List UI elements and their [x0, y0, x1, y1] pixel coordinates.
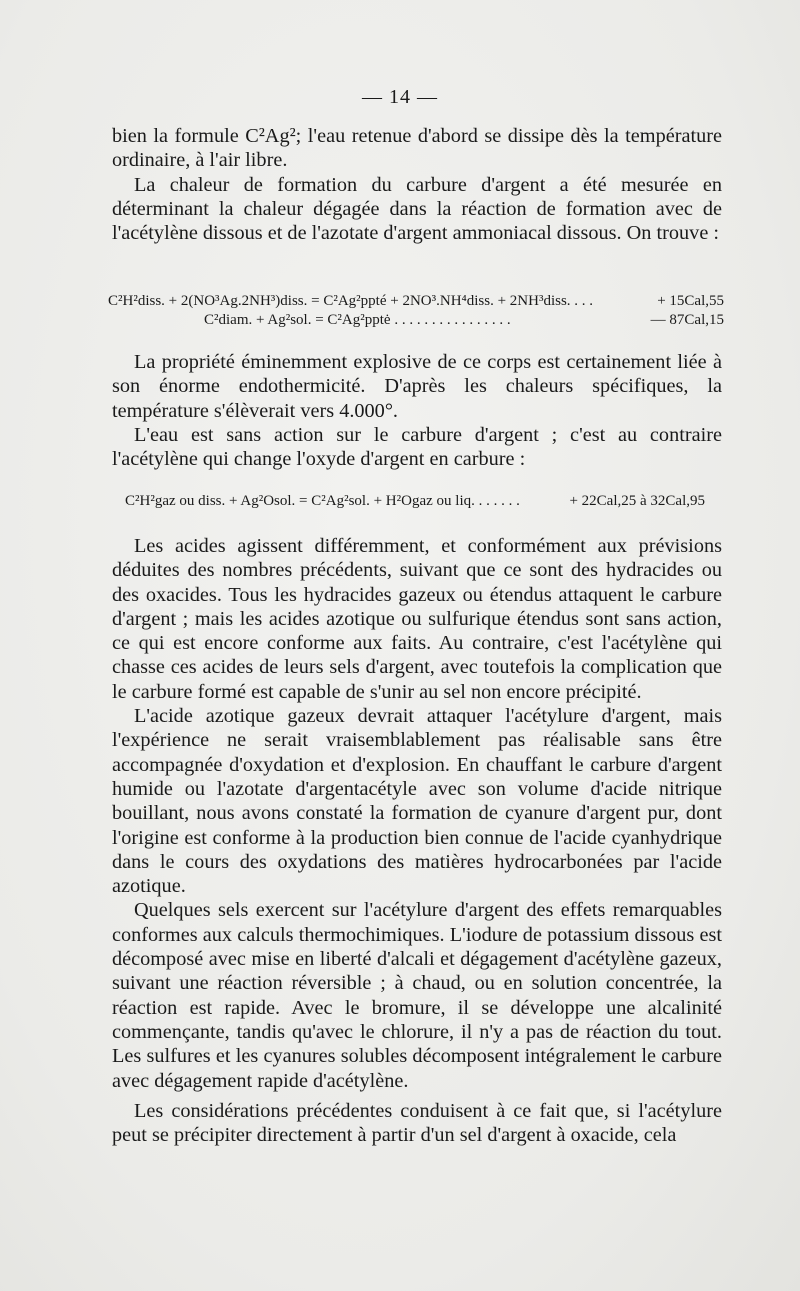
text-block-bottom	[112, 534, 722, 1147]
paragraph-5: Les acides agissent différemment, et conformément aux prévisions déduites des nombres précédents, suivant que ce sont des hydracides ou des oxacides. Tous les hydracides gazeux ou étendus attaquent le carbure d'argent ; mais les acides azotique ou sulfurique étendus sont sans action, ce qui est encore conforme aux faits. Au contraire, c'est l'acétylène qui chasse ces acides de leurs sels d'argent, avec toutefois la complication que le carbure formé est capable de s'unir au sel non encore précipité.	[112, 535, 722, 703]
paragraph-3: La propriété éminemment explosive de ce corps est certainement liée à son énorme endothermicité. D'après les chaleurs spécifiques, la température s'élèverait vers 4.000°.	[112, 351, 722, 422]
paragraph-2: La chaleur de formation du carbure d'argent a été mesurée en déterminant la chaleur dégagée dans la réaction de formation avec de l'acétylène dissous et de l'azotate d'argent ammoniacal dissous. On trouve :	[112, 173, 722, 245]
equation-lhs: C²H²diss. + 2(NO³Ag.2NH³)diss. = C²Ag²ppté + 2NO³.NH⁴diss. + 2NH³diss. . . .	[108, 293, 594, 309]
equation-rhs: + 15Cal,55	[657, 293, 724, 309]
paragraph-8: Les considérations précédentes conduisent à ce fait que, si l'acétylure peut se précipiter directement à partir d'un sel d'argent à oxacide, cela	[112, 1099, 722, 1147]
equation-lhs: C²diam. + Ag²sol. = C²Ag²pptė . . . . . . . . . . . . . . . .	[204, 312, 511, 328]
text-block-top	[112, 124, 722, 245]
equation-block-1	[108, 292, 724, 332]
paragraph-4: L'eau est sans action sur le carbure d'argent ; c'est au contraire l'acétylène qui change l'oxyde d'argent en carbure :	[112, 423, 722, 471]
text-block-middle	[112, 350, 722, 471]
equation-2	[125, 492, 705, 512]
paragraph-7: Quelques sels exercent sur l'acétylure d'argent des effets remarquables conformes aux calculs thermochimiques. L'iodure de potassium dissous est décomposé avec mise en liberté d'alcali et dégagement d'acétylène gazeux, suivant une réaction réversible ; à chaud, ou en solution concentrée, la réaction est rapide. Avec le bromure, il se développe une alcalinité commençante, tandis qu'avec le chlorure, il n'y a pas de réaction du tout. Les sulfures et les cyanures solubles décomposent intégralement le carbure avec dégagement rapide d'acétylène.	[112, 899, 722, 1092]
equation-row	[108, 292, 724, 311]
paragraph-1: bien la formule C²Ag²; l'eau retenue d'abord se dissipe dès la température ordinaire, à l'air libre.	[112, 125, 722, 172]
equation-row	[108, 311, 724, 330]
paragraph-6: L'acide azotique gazeux devrait attaquer l'acétylure d'argent, mais l'expérience ne serait vraisemblablement pas réalisable sans être accompagnée d'oxydation et d'explosion. En chauffant le carbure d'argent humide ou l'azotate d'argentacétyle avec son volume d'acide nitrique bouillant, nous avons constaté la formation de cyanure d'argent pur, dont l'origine est conforme à la production bien connue de l'acide cyanhydrique dans le cours des oxydations des matières hydrocarbonées par l'acide azotique.	[112, 705, 722, 898]
page-number: — 14 —	[362, 86, 438, 108]
equation-lhs: C²H²gaz ou diss. + Ag²Osol. = C²Ag²sol. + H²Ogaz ou liq. . . . . . .	[125, 493, 520, 509]
equation-rhs: — 87Cal,15	[650, 312, 724, 328]
equation-rhs: + 22Cal,25 à 32Cal,95	[569, 493, 705, 509]
